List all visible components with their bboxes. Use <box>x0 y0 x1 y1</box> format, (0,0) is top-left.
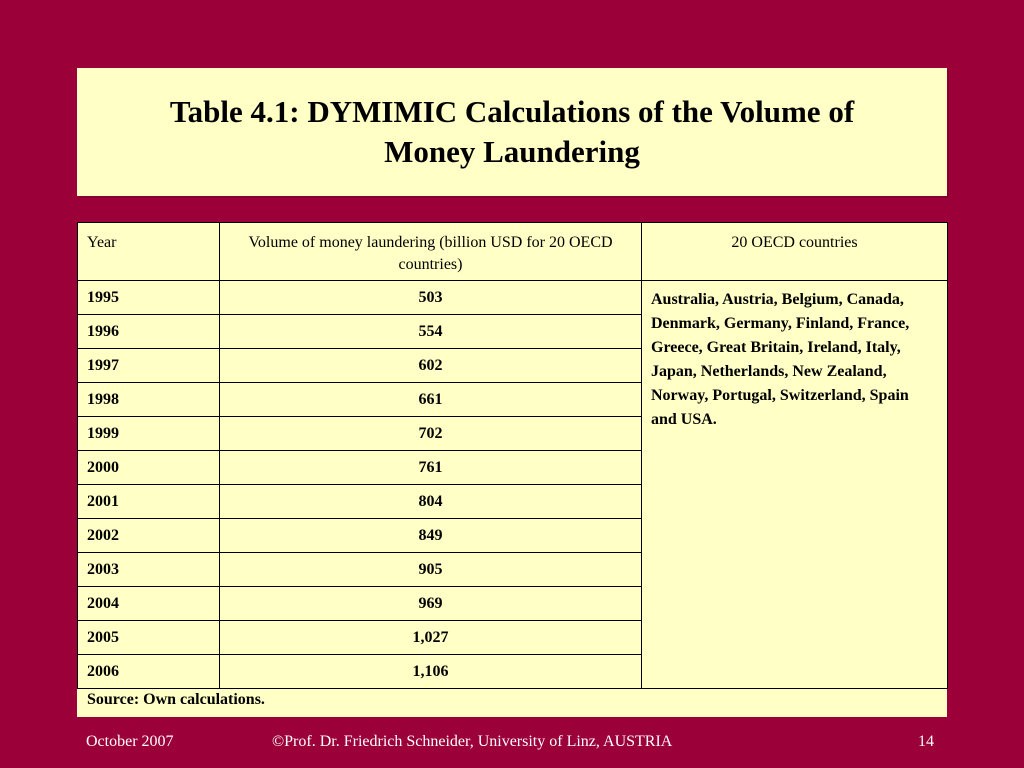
money-laundering-table <box>77 222 948 689</box>
footer-page-number: 14 <box>918 733 934 750</box>
footer-author: ©Prof. Dr. Friedrich Schneider, University of Linz, AUSTRIA <box>272 733 673 750</box>
slide-title-line-1: Table 4.1: DYMIMIC Calculations of the Volume of <box>169 94 855 129</box>
year-cell: 2003 <box>78 553 220 587</box>
year-cell: 1995 <box>78 281 220 315</box>
volume-cell: 602 <box>220 349 642 383</box>
table-header-row <box>78 223 948 281</box>
year-cell: 1998 <box>78 383 220 417</box>
table-source-note: Source: Own calculations. <box>77 689 947 717</box>
volume-cell: 702 <box>220 417 642 451</box>
year-cell: 1997 <box>78 349 220 383</box>
table-row <box>78 281 948 315</box>
year-cell: 2004 <box>78 587 220 621</box>
volume-cell: 1,027 <box>220 621 642 655</box>
volume-cell: 1,106 <box>220 655 642 689</box>
slide-title-line-2: Money Laundering <box>384 134 640 169</box>
header-volume: Volume of money laundering (billion USD for 20 OECD countries) <box>220 223 642 281</box>
volume-cell: 554 <box>220 315 642 349</box>
year-cell: 2005 <box>78 621 220 655</box>
volume-cell: 849 <box>220 519 642 553</box>
header-year: Year <box>78 223 220 281</box>
year-cell: 2000 <box>78 451 220 485</box>
year-cell: 2002 <box>78 519 220 553</box>
year-cell: 1996 <box>78 315 220 349</box>
volume-cell: 905 <box>220 553 642 587</box>
year-cell: 2001 <box>78 485 220 519</box>
header-countries: 20 OECD countries <box>642 223 948 281</box>
year-cell: 2006 <box>78 655 220 689</box>
volume-cell: 804 <box>220 485 642 519</box>
year-cell: 1999 <box>78 417 220 451</box>
countries-cell: Australia, Austria, Belgium, Canada, Denmark, Germany, Finland, France, Greece, Great Britain, Ireland, Italy, Japan, Netherlands, New Zealand, Norway, Portugal, Switzerland, Spain and USA. <box>642 281 948 689</box>
footer-date: October 2007 <box>86 733 174 750</box>
volume-cell: 503 <box>220 281 642 315</box>
volume-cell: 661 <box>220 383 642 417</box>
volume-cell: 969 <box>220 587 642 621</box>
volume-cell: 761 <box>220 451 642 485</box>
slide-title-box <box>77 68 947 196</box>
